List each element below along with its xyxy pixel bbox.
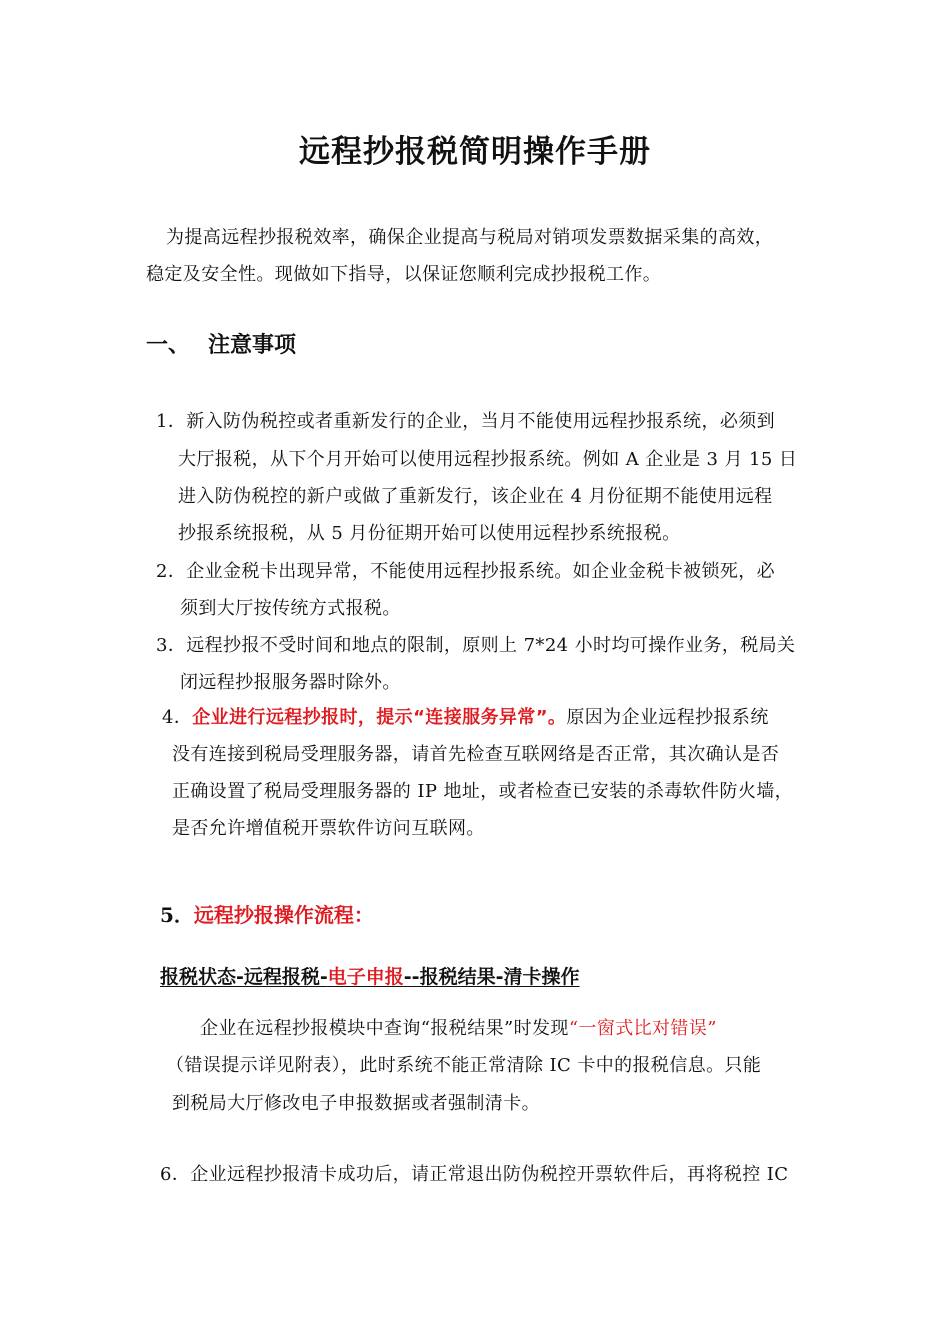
item-1-line-4: 抄报系统报税，从 5 月份征期开始可以使用远程抄系统报税。: [178, 523, 681, 544]
item-2-line-1: 2．企业金税卡出现异常，不能使用远程抄报系统。如企业金税卡被锁死，必: [156, 561, 776, 582]
item-4-line-2: 没有连接到税局受理服务器，请首先检查互联网络是否正常，其次确认是否: [172, 744, 780, 765]
item-3-line-2: 闭远程抄报服务器时除外。: [180, 672, 401, 693]
intro-line-2: 稳定及安全性。现做如下指导，以保证您顺利完成抄报税工作。: [146, 264, 662, 285]
item-4-number: 4．: [162, 707, 193, 728]
item-1-line-3: 进入防伪税控的新户或做了重新发行，该企业在 4 月份征期不能使用远程: [178, 486, 773, 507]
item-5-heading: [160, 901, 374, 929]
process-flow: [160, 963, 579, 991]
item-3-line-1: 3．远程抄报不受时间和地点的限制，原则上 7*24 小时均可操作业务，税局关: [156, 635, 796, 656]
item-5-para-line-3: 到税局大厅修改电子申报数据或者强制清卡。: [172, 1093, 540, 1114]
item-4-line-4: 是否允许增值税开票软件访问互联网。: [172, 818, 485, 839]
document-title: 远程抄报税简明操作手册: [299, 134, 651, 170]
item-1-line-2: 大厅报税，从下个月开始可以使用远程抄报系统。例如 A 企业是 3 月 15 日: [178, 449, 798, 470]
item-1-line-1: 1．新入防伪税控或者重新发行的企业，当月不能使用远程抄报系统，必须到: [156, 411, 776, 432]
item-5-title: 远程抄报操作流程：: [193, 903, 374, 927]
section-title: 注意事项: [208, 333, 297, 358]
item-5-para-highlight: “一窗式比对错误”: [568, 1018, 717, 1039]
item-4-highlight: 企业进行远程抄报时，提示“连接服务异常”。: [192, 707, 567, 728]
section-number: 一、: [146, 333, 191, 358]
item-5-para-line-2: （错误提示详见附表），此时系统不能正常清除 IC 卡中的报税信息。只能: [166, 1055, 762, 1076]
intro-line-1: 为提高远程抄报税效率，确保企业提高与税局对销项发票数据采集的高效，: [166, 227, 774, 248]
item-5-para-text: 企业在远程抄报模块中查询“报税结果”时发现: [200, 1018, 569, 1039]
item-5-number: 5．: [160, 903, 194, 927]
process-flow-part-2: --报税结果-清卡操作: [403, 966, 580, 988]
item-4-line-3: 正确设置了税局受理服务器的 IP 地址，或者检查已安装的杀毒软件防火墙，: [172, 781, 794, 802]
item-4-rest: 原因为企业远程抄报系统: [566, 707, 769, 728]
item-5-para-line-1: [200, 1017, 717, 1041]
item-4-line-1: [162, 706, 769, 730]
process-flow-highlight: 电子申报: [327, 966, 404, 988]
item-2-line-2: 须到大厅按传统方式报税。: [180, 598, 401, 619]
section-heading: [146, 331, 296, 361]
process-flow-part-1: 报税状态-远程报税-: [160, 966, 328, 988]
item-6-line-1: 6．企业远程抄报清卡成功后，请正常退出防伪税控开票软件后，再将税控 IC: [160, 1164, 789, 1185]
